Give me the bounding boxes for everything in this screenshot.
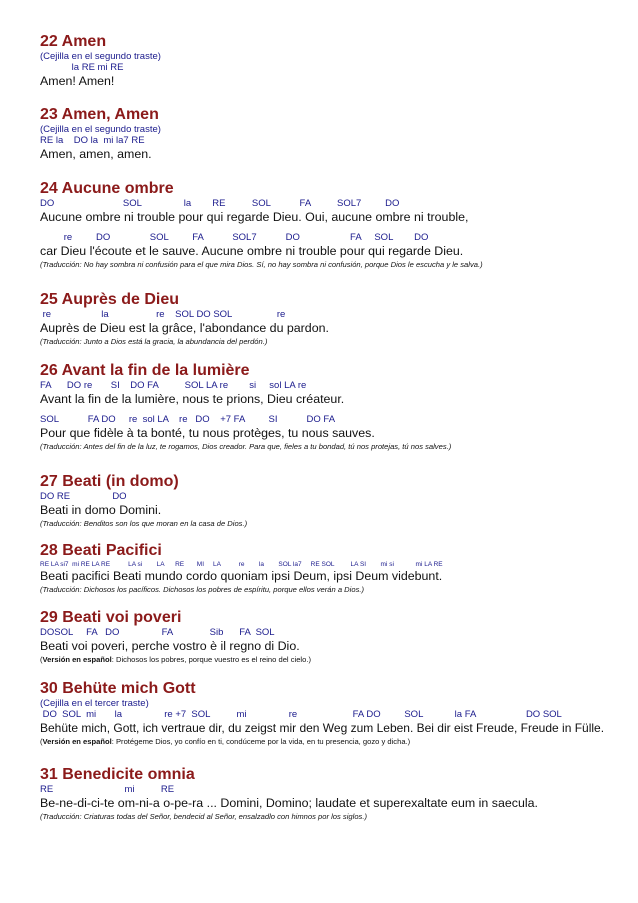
translation-note: (Traducción: Antes del fin de la luz, te rogamos, Dios creador. Para que, fieles a tu bondad, tú nos protejas, tú nos salves.): [40, 442, 452, 451]
translation-note: (Traducción: Criaturas todas del Señor, bendecid al Señor, ensalzadlo con himnos por los siglos.): [40, 812, 367, 821]
capo-note: (Cejilla en el segundo traste): [40, 124, 161, 135]
lyric-line: Amen! Amen!: [40, 74, 115, 88]
lyric-line: Auprès de Dieu est la grâce, l'abondance du pardon.: [40, 321, 329, 335]
song-title: 25 Auprès de Dieu: [40, 291, 180, 308]
translation-note: (Traducción: No hay sombra ni confusión para el que mira Dios. Sí, no hay sombra ni confusión, porque Dios le escucha y le salva.): [40, 260, 483, 269]
lyric-line: Amen, amen, amen.: [40, 147, 152, 161]
chord-line: re DO SOL FA SOL7 DO FA SOL DO: [40, 232, 429, 243]
song-30: [40, 679, 630, 747]
translation-text: : Dichosos los pobres, porque vuestro es el reino del cielo.): [111, 655, 311, 664]
song-title: 24 Aucune ombre: [40, 180, 174, 197]
chord-line: DO SOL la RE SOL FA SOL7 DO: [40, 198, 400, 209]
translation-text: : Protégeme Dios, yo confío en ti, condúceme por la vida, en tu presencia, gozo y dicha.): [111, 737, 411, 746]
translation-note: (Versión en español: Dichosos los pobres, porque vuestro es el reino del cielo.): [40, 655, 311, 664]
translation-note: (Traducción: Junto a Dios está la gracia, la abundancia del perdón.): [40, 337, 268, 346]
song-title: 26 Avant la fin de la lumière: [40, 362, 250, 379]
lyric-line: Aucune ombre ni trouble pour qui regarde Dieu. Oui, aucune ombre ni trouble,: [40, 210, 469, 224]
chord-line: RE mi RE: [40, 784, 175, 795]
lyric-line: Be-ne-di-ci-te om-ni-a o-pe-ra ... Domini, Domino; laudate et superexaltate eum in saecula.: [40, 796, 538, 810]
translation-note: (Versión en español: Protégeme Dios, yo confío en ti, condúceme por la vida, en tu presencia, gozo y dicha.): [40, 737, 411, 746]
chord-line: DO RE DO: [40, 491, 127, 502]
capo-note: (Cejilla en el segundo traste): [40, 51, 161, 62]
song-31: [40, 765, 630, 822]
chord-line: SOL FA DO re sol LA re DO +7 FA SI DO FA: [40, 414, 336, 425]
capo-note: (Cejilla en el tercer traste): [40, 698, 149, 709]
translation-label: Versión en español: [42, 737, 112, 746]
song-title: 28 Beati Pacifici: [40, 542, 162, 559]
lyric-line: Beati in domo Domini.: [40, 503, 162, 517]
song-22: [40, 32, 630, 89]
lyric-line: Behüte mich, Gott, ich vertraue dir, du zeigst mir den Weg zum Leben. Bei dir eist Freude, Freude in Fülle.: [40, 721, 605, 735]
song-28: [40, 541, 630, 595]
song-title: 27 Beati (in domo): [40, 473, 179, 490]
translation-note: (Traducción: Dichosos los pacíficos. Dichosos los pobres de espíritu, porque ellos verán a Dios.): [40, 585, 365, 594]
song-29: [40, 608, 630, 665]
chord-line: la RE mi RE: [40, 62, 124, 73]
lyric-line: Beati voi poveri, perche vostro è il regno di Dio.: [40, 639, 300, 653]
chord-line: re la re SOL DO SOL re: [40, 309, 286, 320]
lyric-line: Avant la fin de la lumière, nous te prions, Dieu créateur.: [40, 392, 345, 406]
chord-line: DO SOL mi la re +7 SOL mi re FA DO SOL la FA DO SOL: [40, 709, 562, 720]
song-26: [40, 361, 630, 452]
lyric-line: car Dieu l'écoute et le sauve. Aucune ombre ni trouble pour qui regarde Dieu.: [40, 244, 464, 258]
song-25: [40, 290, 630, 347]
chord-line: DOSOL FA DO FA Sib FA SOL: [40, 627, 275, 638]
chord-line: FA DO re SI DO FA SOL LA re si sol LA re: [40, 380, 307, 391]
lyric-line: Pour que fidèle à ta bonté, tu nous protèges, tu nous sauves.: [40, 426, 375, 440]
song-title: 29 Beati voi poveri: [40, 609, 182, 626]
translation-note: (Traducción: Benditos son los que moran en la casa de Dios.): [40, 519, 248, 528]
song-title: 30 Behüte mich Gott: [40, 680, 196, 697]
translation-label: Versión en español: [42, 655, 112, 664]
lyric-line: Beati pacifici Beati mundo cordo quoniam ipsi Deum, ipsi Deum videbunt.: [40, 569, 443, 583]
song-23: [40, 105, 630, 162]
song-title: 31 Benedicite omnia: [40, 766, 195, 783]
song-27: [40, 472, 630, 529]
song-title: 22 Amen: [40, 33, 107, 50]
chord-line: RE LA si7 mi RE LA RE LA si LA RE MI LA re la SOL la7 RE SOL LA SI mi si mi LA RE: [40, 561, 443, 568]
song-title: 23 Amen, Amen: [40, 106, 159, 123]
song-24: [40, 179, 630, 270]
chord-line: RE la DO la mi la7 RE: [40, 135, 145, 146]
